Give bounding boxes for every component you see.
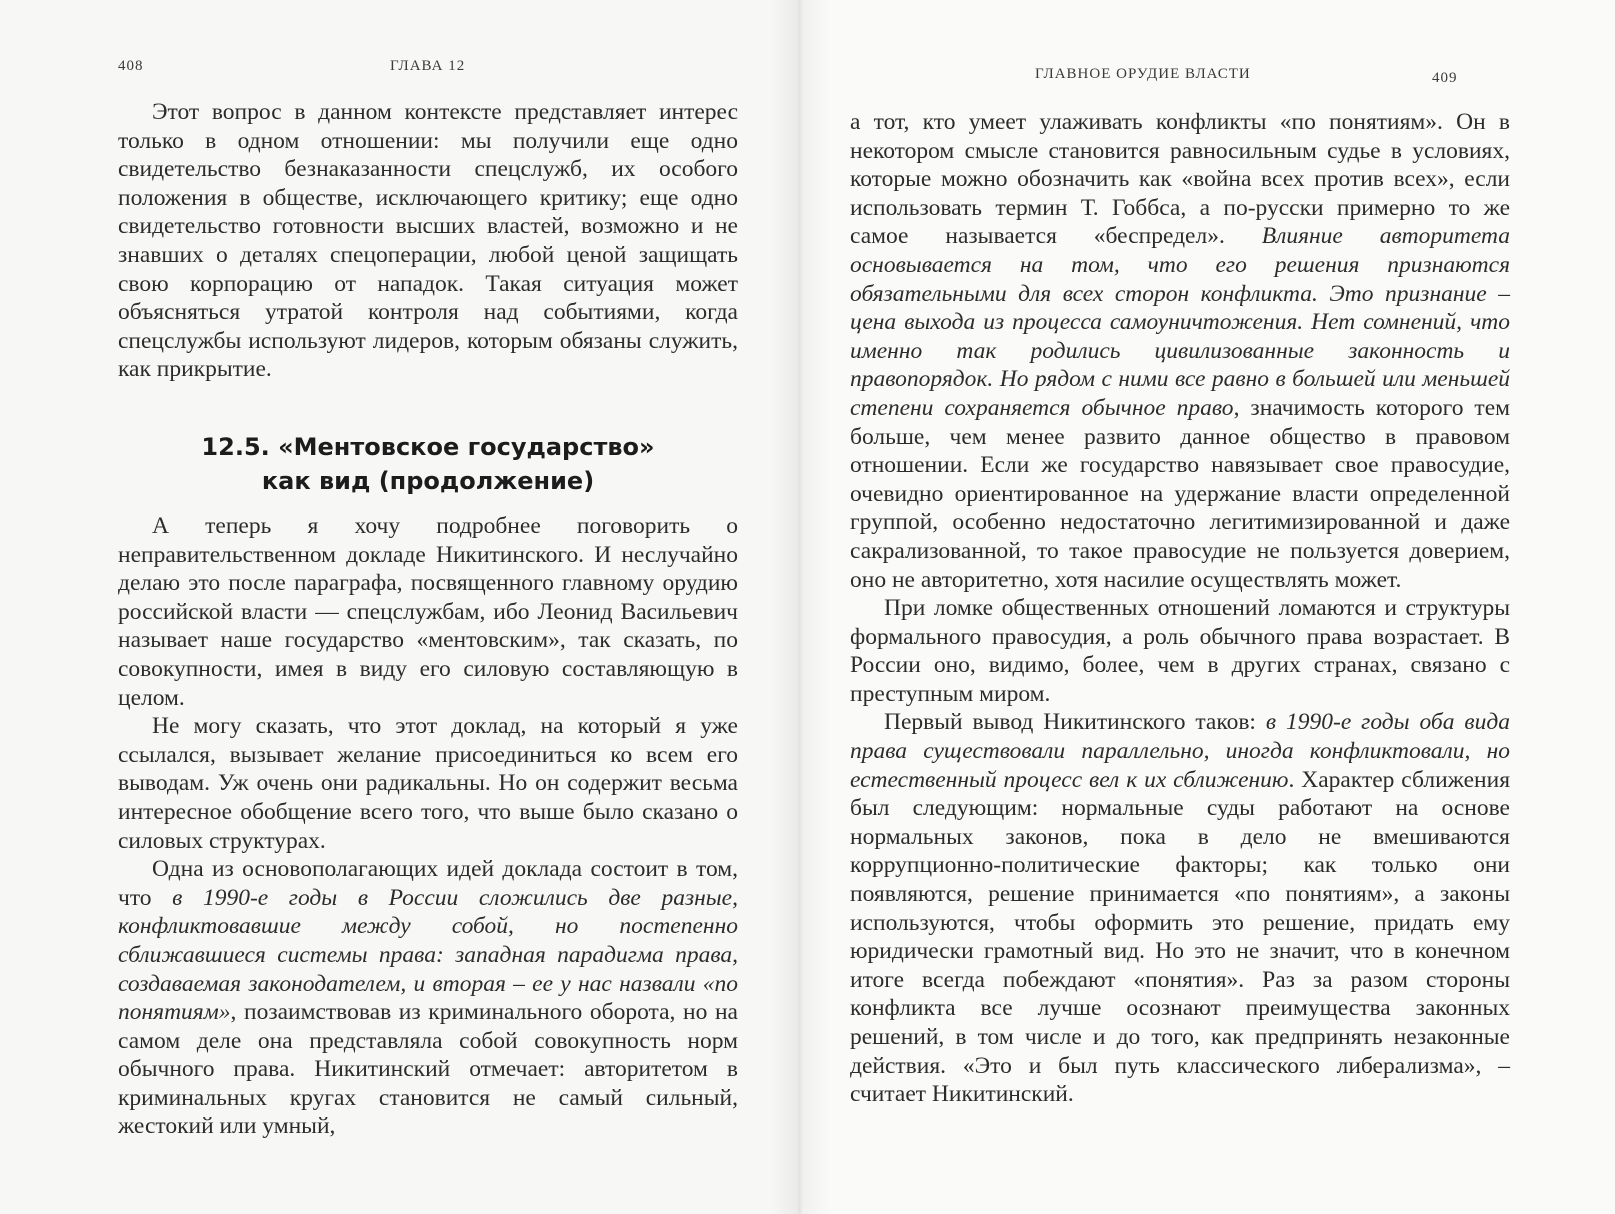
right-paragraph-2: При ломке общественных отношений ломаются и структуры формального правосудия, а роль обычного права возрастает. В России оно, видимо, более, чем в других странах, связано с преступным миром.: [850, 595, 1510, 707]
book-gutter-shadow: [770, 0, 830, 1214]
left-paragraph-4-italic: в 1990-е годы в России сложились две разные, конфликтовавшие между собой, но постепенно сближавшиеся системы права: западная парадигма права, создаваемая законодателем, и вторая – ее у нас назвали «по понятиям»: [118, 884, 738, 1026]
left-paragraph-1: Этот вопрос в данном контексте представляет интерес только в одном отношении: мы получили еще одно свидетельство безнаказанности спецслужб, их особого положения в обществе, исключающего критику; еще одно свидетельство готовности высших властей, возможно и не знавших о деталях спецоперации, любой ценой защищать свою корпорацию от нападок. Такая ситуация может объясняться утратой контроля над событиями, когда спецслужбы используют лидеров, которым обязаны служить, как прикрытие.: [118, 99, 738, 383]
section-heading: [118, 430, 738, 498]
left-running-head: ГЛАВА 12: [390, 58, 466, 74]
section-heading-line-1: 12.5. «Ментовское государство»: [201, 433, 655, 461]
right-paragraph-1-end: , значимость которого тем больше, чем менее развито данное общество в правовом отношении. Если же государство навязывает свое правосудие, очевидно ориентированное на удержание власти определенной группой, особенно недостаточно легитимизированной и даже сакрализованной, то такое правосудие не пользуется доверием, оно не авторитетно, хотя насилие осуществлять может.: [850, 394, 1510, 593]
left-text-block-top: [118, 98, 738, 384]
right-paragraph-3-end: . Характер сближения был следующим: нормальные суды работают на основе нормальных законов, пока в дело не вмешиваются коррупционно-политические факторы; как только они появляются, решение принимается «по понятиям», а законы используются, чтобы оформить это решение, придать ему юридически грамотный вид. Но это не значит, что в конечном итоге всегда побеждают «понятия». Раз за разом стороны конфликта все лучше осознают преимущества законных решений, в том числе и до того, как предпринять незаконные действия. «Это и был путь классического либерализма», – считает Никитинский.: [850, 766, 1510, 1108]
left-paragraph-4-start: Одна из основополагающих идей доклада состоит в том, что: [118, 856, 738, 911]
left-paragraph-3: Не могу сказать, что этот доклад, на который я уже ссылался, вызывает желание присоединиться ко всем его выводам. Уж очень они радикальны. Но он содержит весьма интересное обобщение всего того, что выше было сказано о силовых структурах.: [118, 713, 738, 854]
right-paragraph-1-italic: Влияние авторитета основывается на том, что его решения признаются обязательными для всех сторон конфликта. Это признание – цена выхода из процесса самоуничтожения. Нет сомнений, что именно так родились цивилизованные законность и правопорядок. Но рядом с ними все равно в большей или меньшей степени сохраняется обычное право: [850, 223, 1510, 421]
right-paragraph-3-italic: в 1990-е годы оба вида права существовали параллельно, иногда конфликтовали, но естественный процесс вел к их сближению: [850, 709, 1510, 793]
left-paragraph-4: [118, 855, 738, 1141]
right-text-block: [850, 108, 1510, 1109]
section-heading-line-2: как вид (продолжение): [261, 467, 595, 495]
right-running-head: ГЛАВНОЕ ОРУДИЕ ВЛАСТИ: [1035, 66, 1251, 82]
right-paragraph-3-start: Первый вывод Никитинского таков:: [884, 709, 1266, 736]
left-page: [0, 0, 800, 1214]
left-text-block-bottom: [118, 512, 738, 1141]
right-paragraph-3: [850, 708, 1510, 1108]
right-paragraph-1: [850, 108, 1510, 594]
left-paragraph-2: А теперь я хочу подробнее поговорить о неправительственном докладе Никитинского. И неслучайно делаю это после параграфа, посвященного главному орудию российской власти — спецслужбам, ибо Леонид Васильевич называет наше государство «ментовским», так сказать, по совокупности, имея в виду его силовую составляющую в целом.: [118, 513, 738, 711]
right-page: [800, 0, 1615, 1214]
left-page-number: 408: [118, 58, 144, 74]
right-page-number: 409: [1432, 70, 1458, 86]
left-paragraph-4-end: , позаимствовав из криминального оборота, но на самом деле она представляла собой совокупность норм обычного права. Никитинский отмечает: авторитетом в криминальных кругах становится не самый сильный, жестокий или умный,: [118, 999, 738, 1140]
right-paragraph-1-start: а тот, кто умеет улаживать конфликты «по понятиям». Он в некотором смысле становится равносильным судье в условиях, которые можно обозначить как «война всех против всех», если использовать термин Т. Гоббса, а по-русски примерно то же самое называется «беспредел».: [850, 109, 1510, 250]
